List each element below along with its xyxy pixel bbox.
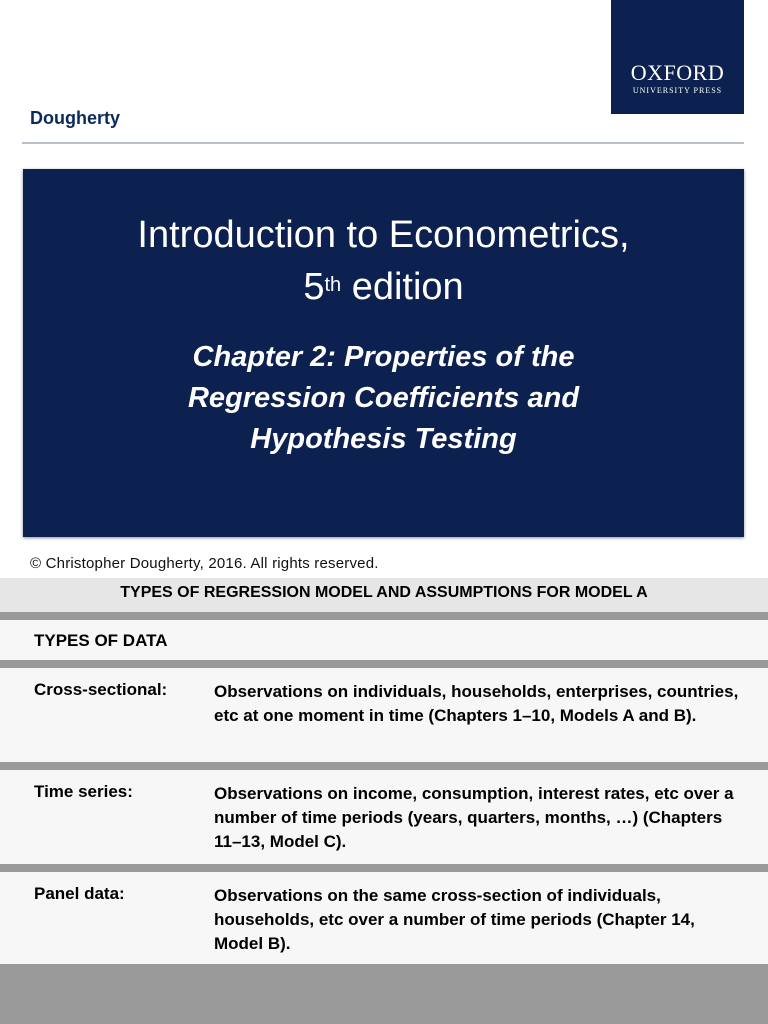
header-divider [22,142,744,144]
book-title [23,209,744,313]
row-description: Observations on individuals, households, enterprises, countries, etc at one moment in time (Chapters 1–10, Models A and B). [214,682,739,725]
table-row [0,770,768,864]
oxford-logo [611,0,744,114]
data-types-table [0,578,768,1024]
publisher-name: OXFORD [630,60,725,85]
row-label: Cross-sectional: [34,680,168,699]
edition-suffix: th [324,274,342,296]
table-header: TYPES OF REGRESSION MODEL AND ASSUMPTIONS FOR MODEL A [0,578,768,612]
book-title-line: Introduction to Econometrics, [137,214,630,256]
chapter-title-line: Hypothesis Testing [250,423,517,455]
row-description: Observations on income, consumption, interest rates, etc over a number of time periods (years, quarters, months, …) (Chapters 11–13, Model C). [214,784,734,851]
table-row [0,872,768,964]
table-section-row [0,620,768,660]
chapter-title-line: Chapter 2: Properties of the [192,341,575,373]
chapter-title [23,337,744,460]
table-row [0,668,768,762]
row-description: Observations on the same cross-section of individuals, households, etc over a number of time periods (Chapter 14, Model B). [214,886,695,953]
author-name: Dougherty [30,108,120,128]
copyright-notice: © Christopher Dougherty, 2016. All rights reserved. [30,555,379,572]
edition-word: edition [341,266,464,308]
section-title: TYPES OF DATA [34,631,168,650]
row-label: Time series: [34,782,133,801]
edition-line [23,261,744,313]
edition-number: 5 [303,266,325,308]
chapter-title-line: Regression Coefficients and [187,382,580,414]
title-panel [23,169,744,537]
row-label: Panel data: [34,884,125,903]
publisher-subtitle: UNIVERSITY PRESS [632,86,723,95]
